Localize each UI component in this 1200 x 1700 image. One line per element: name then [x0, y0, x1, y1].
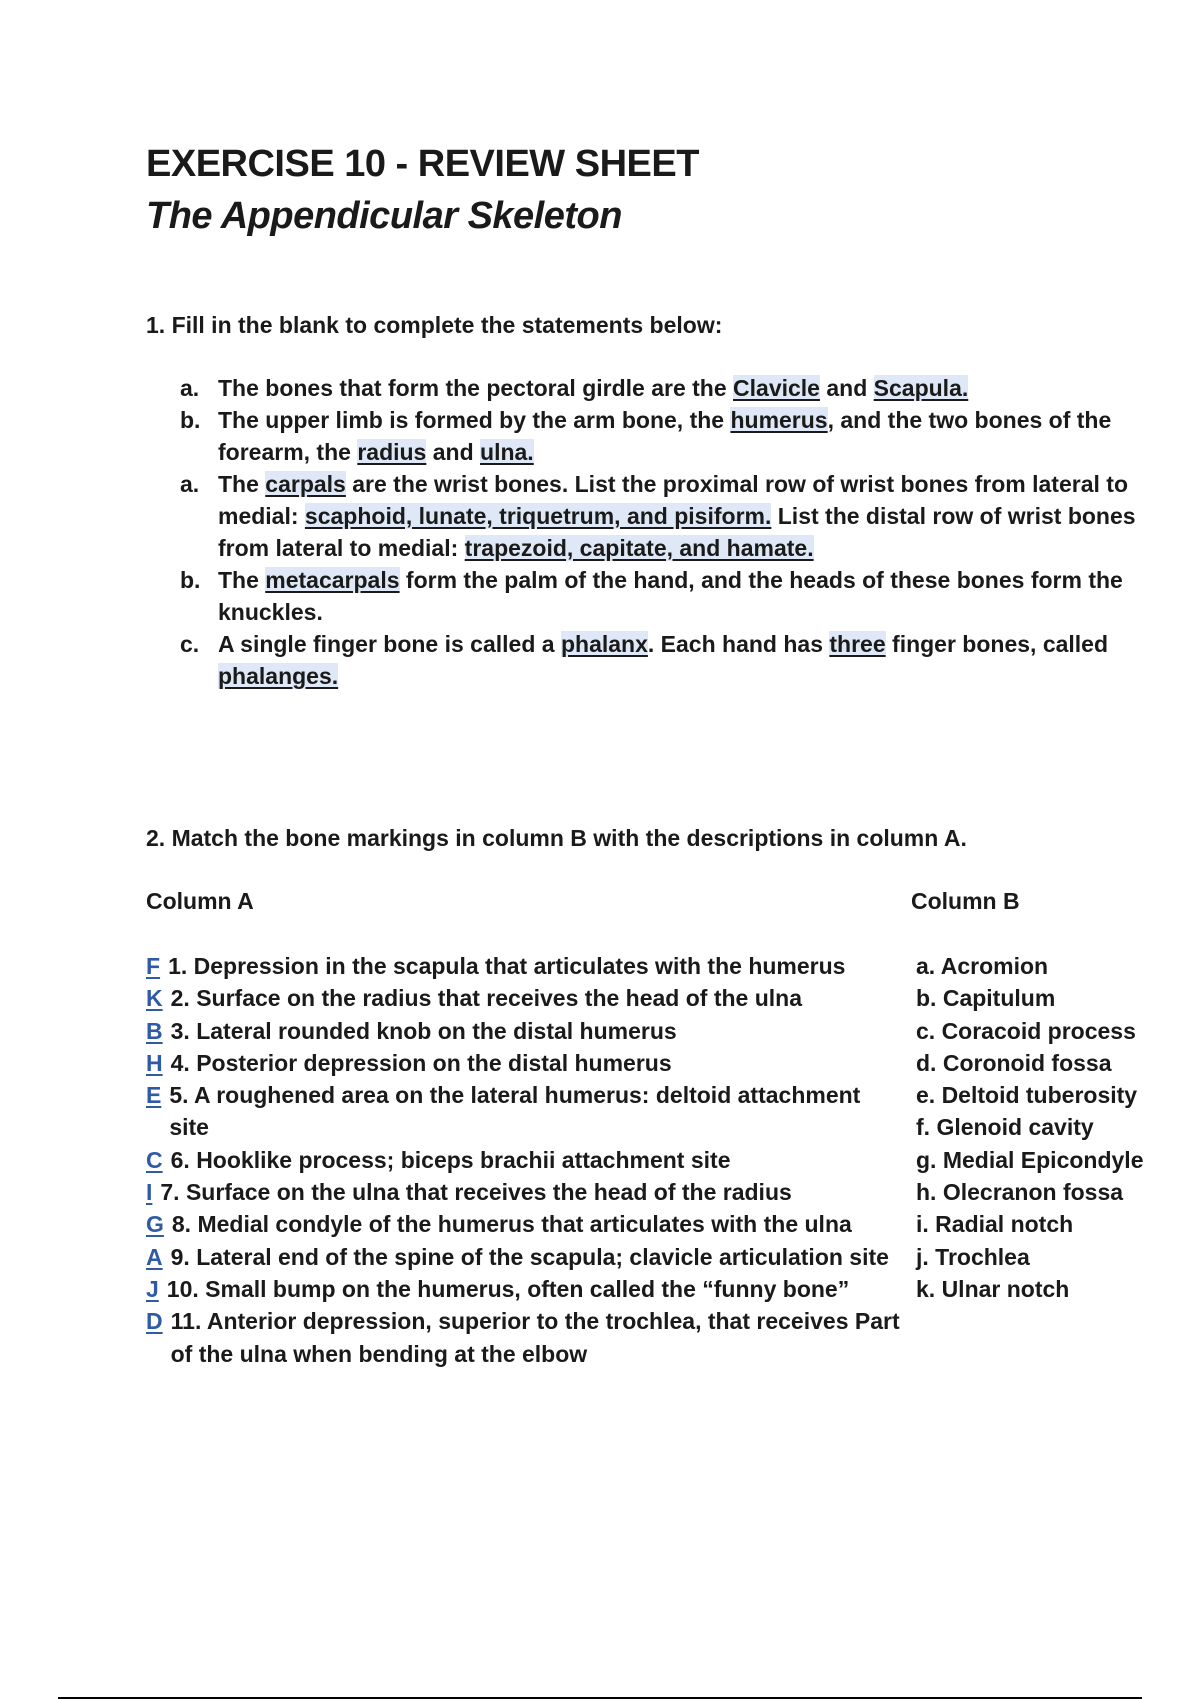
answer-blank: scaphoid, lunate, triquetrum, and pisiform. — [304, 503, 772, 529]
question-1-list — [180, 372, 1190, 692]
matching-row — [146, 1144, 906, 1176]
answer-letter: A — [146, 1243, 163, 1270]
answer-blank: radius — [357, 439, 427, 465]
item-text — [218, 628, 1190, 692]
statement-text: The — [218, 471, 266, 497]
answer-blank: trapezoid, capitate, and hamate. — [464, 535, 814, 561]
answer-blank: carpals — [265, 471, 346, 497]
bone-marking-option: g. Medial Epicondyle — [916, 1146, 1144, 1173]
matching-row — [146, 950, 906, 982]
column-b-header: Column B — [911, 888, 1020, 914]
statement-text: The — [218, 567, 266, 593]
bone-marking-option: e. Deltoid tuberosity — [916, 1082, 1138, 1109]
matching-row — [146, 1241, 906, 1273]
description-text: 9. Lateral end of the spine of the scapula; clavicle articulation site — [170, 1243, 889, 1270]
description-text: 6. Hooklike process; biceps brachii attachment site — [170, 1146, 731, 1173]
answer-blank: phalanges. — [218, 663, 339, 689]
answer-letter: J — [146, 1275, 159, 1302]
item-marker: b. — [180, 567, 201, 593]
statement-text: The bones that form the pectoral girdle are the — [218, 375, 734, 401]
fill-in-item — [180, 628, 1190, 692]
bone-marking-option: h. Olecranon fossa — [916, 1179, 1124, 1206]
bone-marking-option: k. Ulnar notch — [916, 1275, 1070, 1302]
bone-marking-option: c. Coracoid process — [916, 1017, 1136, 1044]
page-divider — [58, 1697, 1142, 1699]
answer-letter: K — [146, 985, 163, 1012]
answer-letter: F — [146, 953, 161, 979]
answer-blank: three — [829, 631, 886, 657]
fill-in-item — [180, 404, 1190, 468]
answer-letter: H — [146, 1049, 163, 1076]
matching-row — [146, 1015, 906, 1047]
item-marker: a. — [180, 471, 200, 497]
bone-marking-option: b. Capitulum — [916, 985, 1056, 1012]
page-title: EXERCISE 10 - REVIEW SHEET — [146, 143, 699, 185]
statement-text: . Each hand has — [647, 631, 830, 657]
statement-text: and — [819, 375, 874, 401]
answer-letter: D — [146, 1308, 163, 1335]
bone-marking-option: a. Acromion — [916, 953, 1049, 979]
answer-letter: C — [146, 1146, 163, 1173]
question-2-prompt: 2. Match the bone markings in column B with the descriptions in column A. — [146, 825, 967, 851]
fill-in-item — [180, 564, 1190, 628]
answer-blank: ulna. — [480, 439, 534, 465]
item-marker: b. — [180, 407, 201, 433]
question-1-prompt: 1. Fill in the blank to complete the statements below: — [146, 312, 723, 338]
statement-text: form the palm of the hand, and the heads of these bones form the knuckles. — [218, 567, 1123, 625]
statement-text: , and the two bones of the forearm, the — [218, 407, 1112, 465]
bone-marking-option: f. Glenoid cavity — [916, 1114, 1094, 1141]
answer-letter: I — [146, 1179, 153, 1206]
statement-text: and — [426, 439, 481, 465]
matching-row — [146, 982, 906, 1014]
answer-blank: Clavicle — [733, 375, 820, 401]
answer-letter: E — [146, 1082, 162, 1109]
description-text: 5. A roughened area on the lateral humerus: deltoid attachment site — [169, 1082, 861, 1141]
description-text: 3. Lateral rounded knob on the distal humerus — [170, 1017, 677, 1044]
column-a-header: Column A — [146, 888, 254, 914]
answer-letter: G — [146, 1211, 164, 1238]
description-text: 1. Depression in the scapula that articulates with the humerus — [168, 953, 846, 979]
statement-text: List the distal row of wrist bones from lateral to medial: — [218, 503, 1136, 561]
bone-marking-option: d. Coronoid fossa — [916, 1049, 1112, 1076]
statement-text: The upper limb is formed by the arm bone, the — [218, 407, 731, 433]
answer-letter: B — [146, 1017, 163, 1044]
statement-text: are the wrist bones. List the proximal row of wrist bones from lateral to medial: — [218, 471, 1128, 529]
matching-row — [146, 1273, 906, 1305]
description-text: 2. Surface on the radius that receives the head of the ulna — [170, 985, 803, 1012]
bone-marking-option: j. Trochlea — [916, 1243, 1030, 1270]
statement-text: finger bones, called — [885, 631, 1109, 657]
answer-blank: phalanx — [560, 631, 648, 657]
matching-row — [146, 1047, 906, 1079]
description-text: 11. Anterior depression, superior to the trochlea, that receives Part of the ulna when bending at the elbow — [170, 1308, 900, 1367]
answer-blank: Scapula. — [873, 375, 969, 401]
bone-marking-option: i. Radial notch — [916, 1211, 1074, 1238]
matching-row — [146, 1176, 906, 1208]
description-text: 8. Medial condyle of the humerus that articulates with the ulna — [171, 1211, 852, 1238]
item-text — [218, 404, 1190, 468]
fill-in-item — [180, 468, 1190, 564]
description-text: 4. Posterior depression on the distal humerus — [170, 1049, 672, 1076]
item-text — [218, 468, 1190, 564]
fill-in-item — [180, 372, 1190, 404]
matching-row — [146, 1079, 906, 1144]
item-text — [218, 564, 1190, 628]
answer-blank: metacarpals — [265, 567, 400, 593]
column-b-list — [916, 950, 1186, 1305]
item-marker: a. — [180, 375, 200, 401]
page-subtitle: The Appendicular Skeleton — [146, 195, 622, 237]
description-text: 10. Small bump on the humerus, often called the “funny bone” — [166, 1275, 850, 1302]
item-marker: c. — [180, 631, 200, 657]
statement-text: A single finger bone is called a — [218, 631, 561, 657]
matching-row — [146, 1208, 906, 1240]
item-text — [218, 372, 1190, 404]
answer-blank: humerus — [730, 407, 828, 433]
matching-row — [146, 1305, 906, 1370]
description-text: 7. Surface on the ulna that receives the head of the radius — [160, 1179, 792, 1206]
column-a-list — [146, 950, 906, 1370]
